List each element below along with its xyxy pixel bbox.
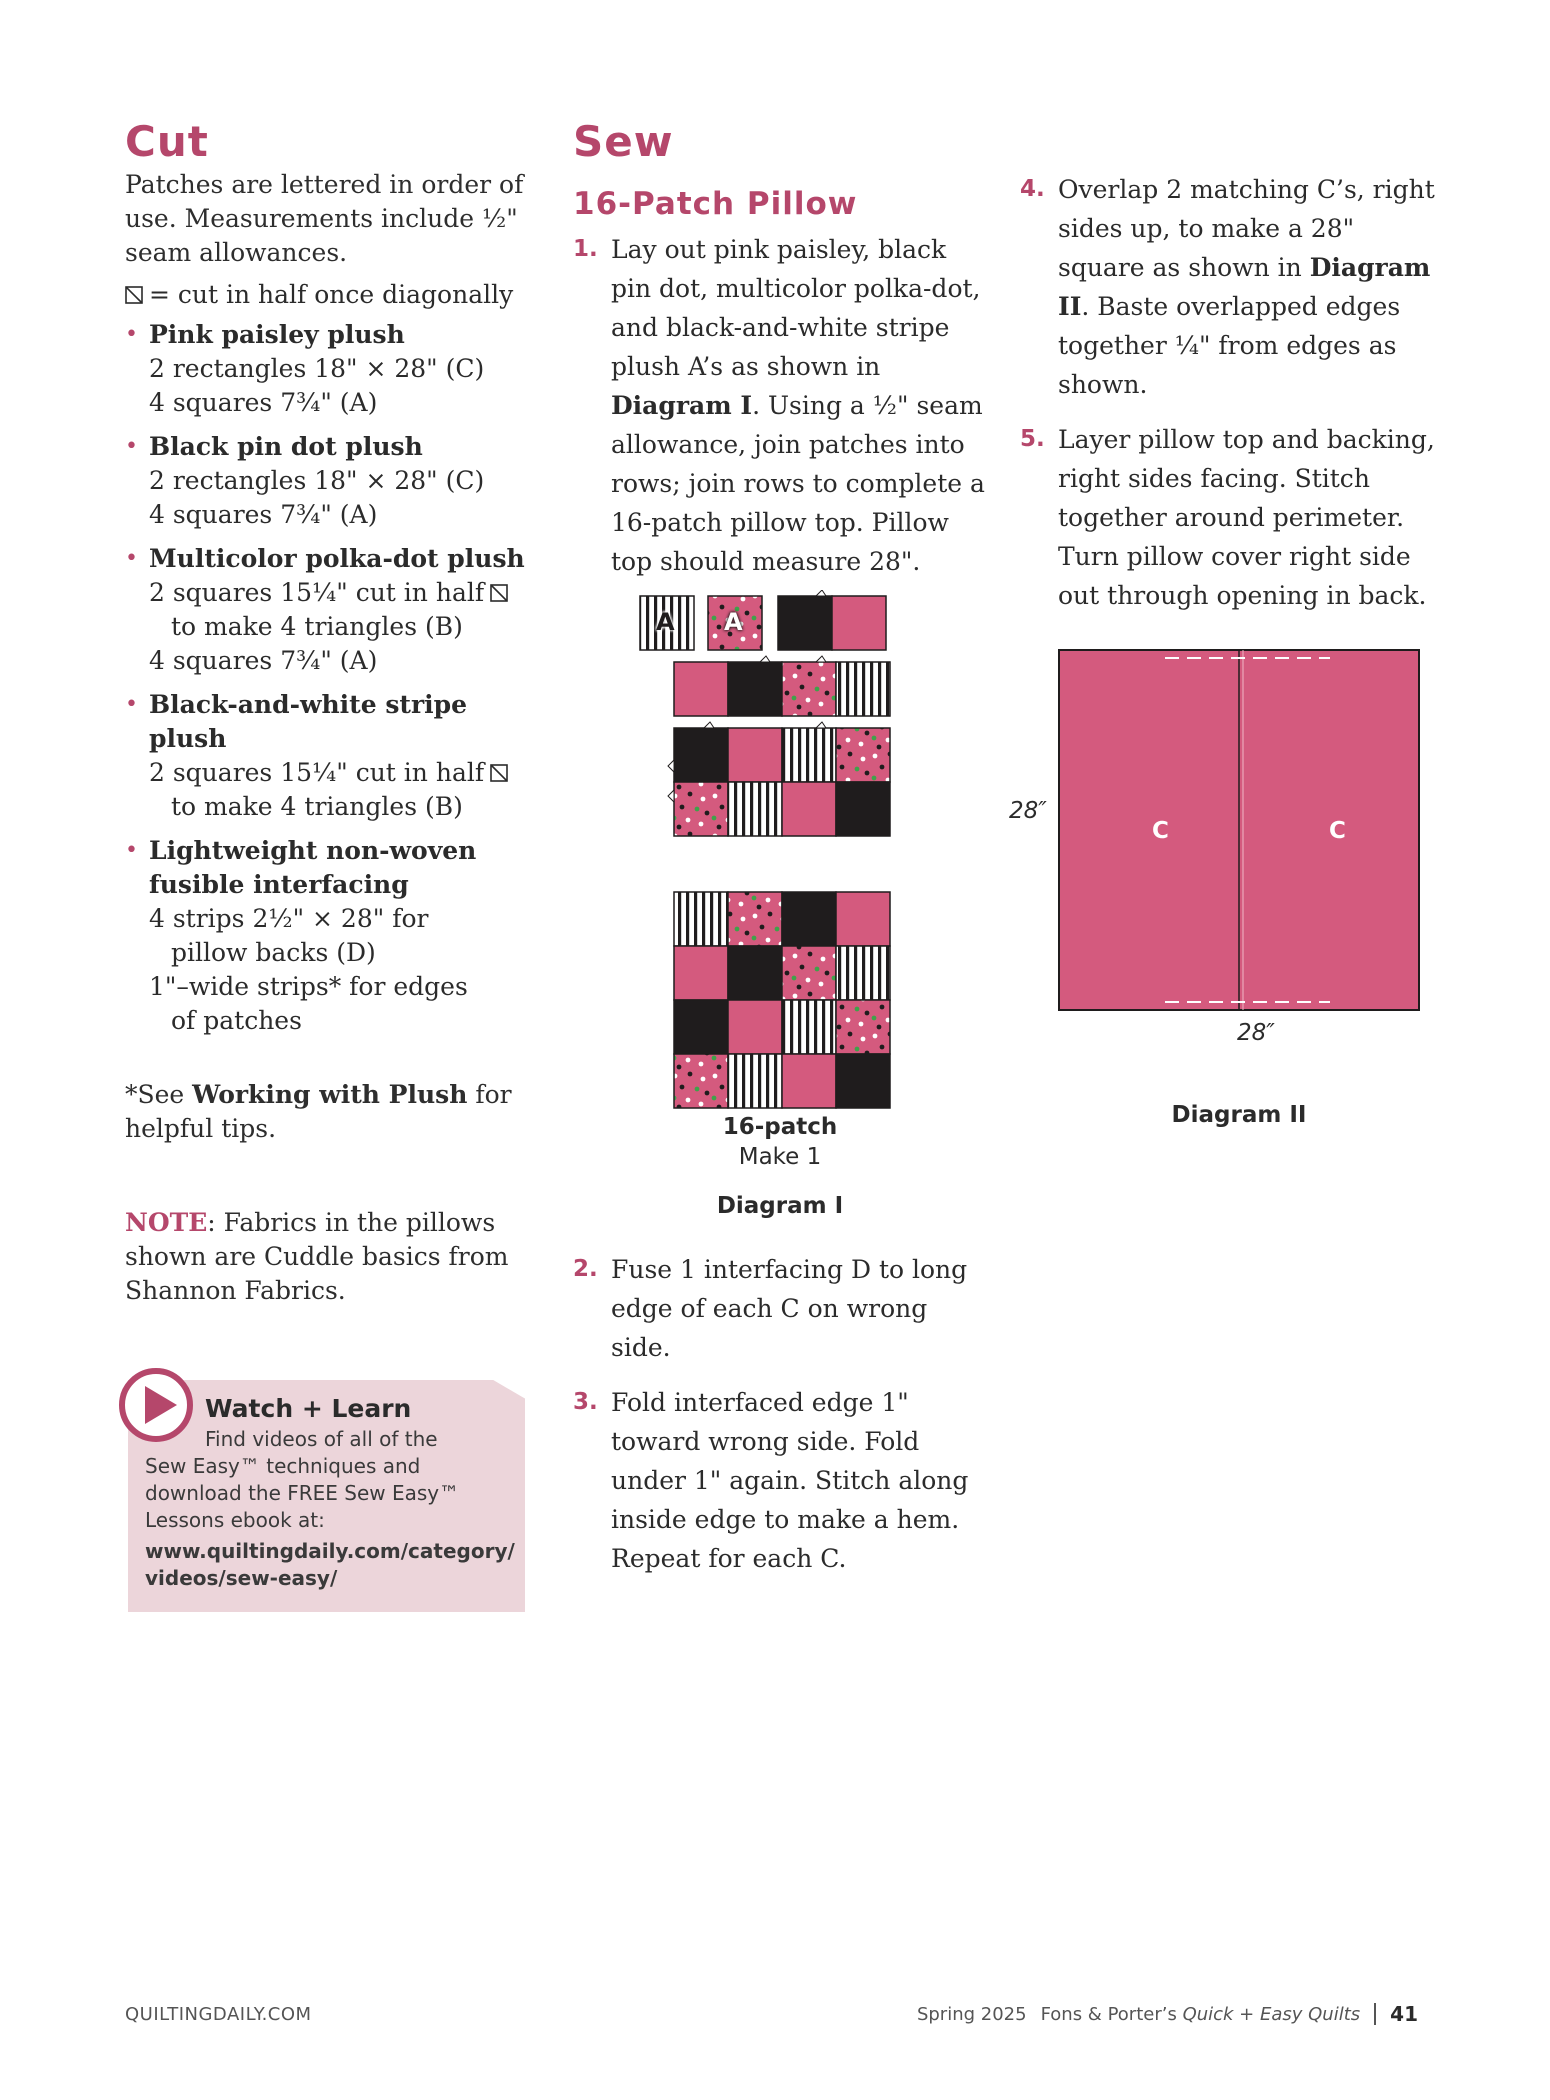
diagram-1-title: Diagram I (716, 1193, 844, 1219)
step-1 (573, 230, 993, 581)
fabric-note (125, 1206, 525, 1308)
footer-season: Spring 2025 (916, 2003, 1027, 2025)
diagram-2-bottom-dimension: 28″ (1237, 1020, 1275, 1046)
page-number: 41 (1390, 2002, 1418, 2026)
half-diagonal-cut-icon (125, 286, 143, 304)
bullet-icon: • (125, 838, 138, 863)
loose-patches (640, 590, 886, 650)
watch-learn-box (125, 1380, 525, 1612)
step-text: Overlap 2 matching C’s, right sides up, to make a 28" square as shown in (1058, 175, 1435, 282)
fabric-name: Pink paisley plush (149, 320, 405, 349)
sew-steps-lower (573, 1250, 993, 1578)
cut-line: 4 squares 7¾" (A) (149, 388, 378, 417)
cut-line: pillow backs (D) (171, 938, 376, 967)
step-2 (573, 1250, 993, 1367)
finished-16-patch (674, 892, 890, 1108)
half-diagonal-cut-icon (490, 764, 508, 782)
diagram-2-title: Diagram II (1171, 1102, 1307, 1128)
cut-item-black-pin-dot (125, 430, 525, 532)
fabric-name: fusible interfacing (149, 870, 409, 899)
fabric-name: Black-and-white stripe plush (149, 690, 467, 753)
row-2 (674, 656, 890, 716)
step-text: Layer pillow top and backing, right sides facing. Stitch together around perimeter. Turn pillow cover right side out through opening in back. (1058, 425, 1435, 610)
diagram-1-figure (630, 590, 900, 1130)
see-prefix: *See (125, 1080, 193, 1109)
diagram-2 (1005, 640, 1435, 1140)
diagram-2-left-dimension: 28″ (1009, 798, 1047, 824)
note-label: NOTE (125, 1208, 208, 1237)
footer-divider (1374, 2003, 1376, 2025)
cut-line: of patches (171, 1006, 302, 1035)
diagram-1 (630, 590, 900, 1190)
watch-learn-text-first: Find videos of all of the (205, 1427, 438, 1451)
cut-intro: Patches are lettered in order of use. Measurements include ½" seam allowances. (125, 170, 524, 267)
patch-label-a: A (724, 608, 743, 636)
watch-learn-url[interactable]: www.quiltingdaily.com/category/ videos/sew-easy/ (145, 1539, 515, 1590)
bullet-icon: • (125, 692, 138, 717)
diagram-ref: Diagram II (1058, 253, 1431, 321)
sew-heading: Sew (573, 117, 674, 166)
cut-section (125, 118, 525, 1308)
cut-heading: Cut (125, 117, 209, 166)
fabric-name: Lightweight non-woven (149, 836, 477, 865)
step-text: . Baste overlapped edges together ¼" from edges as shown. (1058, 292, 1401, 399)
step-text: Lay out pink paisley, black pin dot, multicolor polka-dot, and black-and-white stripe plush A’s as shown in (611, 235, 981, 381)
footer-pub-title (1041, 2004, 1361, 2025)
step-number: 4. (1020, 176, 1045, 202)
rows-3-4 (668, 722, 890, 836)
bullet-icon: • (125, 434, 138, 459)
patch-label-c-right: C (1329, 818, 1346, 844)
footer-site[interactable]: QUILTINGDAILY.COM (125, 2004, 312, 2025)
see-suffix: for helpful tips. (125, 1080, 512, 1143)
cut-line: 1"–wide strips* for edges (149, 972, 468, 1001)
cut-item-stripe (125, 688, 525, 824)
half-diagonal-cut-icon (490, 584, 508, 602)
watch-learn-title: Watch + Learn (205, 1394, 412, 1423)
step-4 (1020, 170, 1440, 404)
cut-line: 4 squares 7¾" (A) (149, 500, 378, 529)
step-number: 5. (1020, 426, 1045, 452)
bullet-icon: • (125, 546, 138, 571)
diagram-2-figure (1005, 640, 1435, 1040)
cut-line: to make 4 triangles (B) (171, 612, 463, 641)
cut-legend (125, 278, 525, 312)
cut-legend-text: = cut in half once diagonally (149, 280, 514, 309)
see-link-title: Working with Plush (192, 1080, 468, 1109)
watch-learn-text (145, 1426, 515, 1534)
right-column (1020, 170, 1440, 615)
project-subheading: 16-Patch Pillow (573, 186, 858, 222)
diagram-ref: Diagram I (611, 391, 753, 420)
step-5 (1020, 420, 1440, 615)
cut-line (149, 756, 525, 790)
fabric-name: Black pin dot plush (149, 432, 423, 461)
cut-list (125, 318, 525, 1038)
cut-line: 2 rectangles 18" × 28" (C) (149, 354, 485, 383)
step-number: 1. (573, 236, 598, 262)
footer-pub-italic: Quick + Easy Quilts (1182, 2003, 1361, 2025)
cut-line: 2 rectangles 18" × 28" (C) (149, 466, 485, 495)
patch-label-c-left: C (1152, 818, 1169, 844)
cut-line-text: 2 squares 15¼" cut in half (149, 758, 485, 787)
cut-line: 4 strips 2½" × 28" for (149, 904, 429, 933)
diagram-1-caption: 16-patch (722, 1114, 838, 1140)
step-3 (573, 1383, 993, 1578)
step-text: . Using a ½" seam allowance, join patches into rows; join rows to complete a 16-patch pillow top. Pillow top should measure 28". (611, 391, 985, 576)
step-text: Fuse 1 interfacing D to long edge of each C on wrong side. (611, 1255, 968, 1362)
cut-item-interfacing (125, 834, 525, 1038)
cut-line-text: 2 squares 15¼" cut in half (149, 578, 485, 607)
note-text: : Fabrics in the pillows shown are Cuddle basics from Shannon Fabrics. (125, 1208, 509, 1305)
cut-line: 4 squares 7¾" (A) (149, 646, 378, 675)
step-number: 2. (573, 1256, 598, 1282)
cut-line (149, 576, 525, 610)
step-number: 3. (573, 1389, 598, 1415)
diagram-1-subcaption: Make 1 (738, 1144, 822, 1170)
footer-publication (917, 2002, 1418, 2026)
footer-pub-prefix: Fons & Porter’s (1040, 2003, 1183, 2025)
cut-item-pink-paisley (125, 318, 525, 420)
see-tips-note (125, 1078, 525, 1146)
sew-section (573, 118, 993, 581)
watch-learn-text-rest: Sew Easy™ techniques and download the FREE Sew Easy™ Lessons ebook at: (145, 1454, 460, 1532)
fabric-name: Multicolor polka-dot plush (149, 544, 525, 573)
cut-item-multicolor-polka-dot (125, 542, 525, 678)
patch-label-a: A (656, 608, 675, 636)
bullet-icon: • (125, 322, 138, 347)
step-text: Fold interfaced edge 1" toward wrong side. Fold under 1" again. Stitch along inside edge to make a hem. Repeat for each C. (611, 1388, 969, 1573)
cut-line: to make 4 triangles (B) (171, 792, 463, 821)
